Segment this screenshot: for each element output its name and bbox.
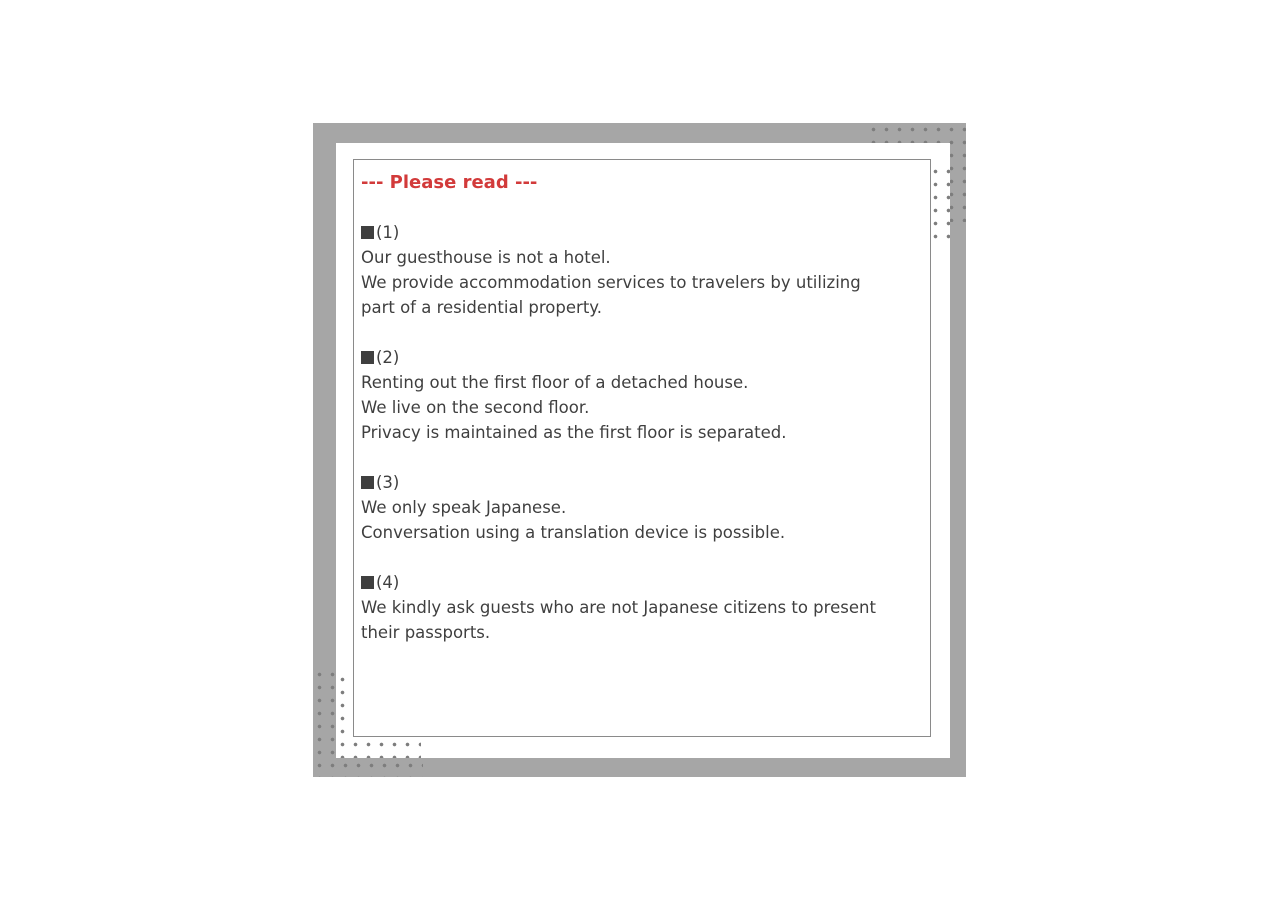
notice-panel <box>336 143 950 758</box>
notice-section-2 <box>361 345 926 445</box>
section-line: part of a residential property. <box>361 298 602 317</box>
notice-frame <box>353 159 931 737</box>
section-number: (3) <box>376 473 400 492</box>
section-number: (2) <box>376 348 400 367</box>
notice-section-1 <box>361 220 926 320</box>
black-square-icon <box>361 351 374 364</box>
section-line: their passports. <box>361 623 491 642</box>
section-line: Our guesthouse is not a hotel. <box>361 248 611 267</box>
section-line: We kindly ask guests who are not Japanese citizens to present <box>361 598 876 617</box>
section-line: Conversation using a translation device is possible. <box>361 523 786 542</box>
section-number: (1) <box>376 223 400 242</box>
section-number: (4) <box>376 573 400 592</box>
black-square-icon <box>361 226 374 239</box>
notice-section-4 <box>361 570 926 645</box>
black-square-icon <box>361 576 374 589</box>
section-line: Privacy is maintained as the first floor is separated. <box>361 423 787 442</box>
notice-section-3 <box>361 470 926 545</box>
notice-heading: --- Please read --- <box>361 172 538 193</box>
notice-card <box>313 123 966 777</box>
section-line: Renting out the first floor of a detached house. <box>361 373 749 392</box>
black-square-icon <box>361 476 374 489</box>
notice-content <box>361 170 926 670</box>
section-line: We only speak Japanese. <box>361 498 567 517</box>
section-line: We live on the second floor. <box>361 398 590 417</box>
section-line: We provide accommodation services to travelers by utilizing <box>361 273 861 292</box>
